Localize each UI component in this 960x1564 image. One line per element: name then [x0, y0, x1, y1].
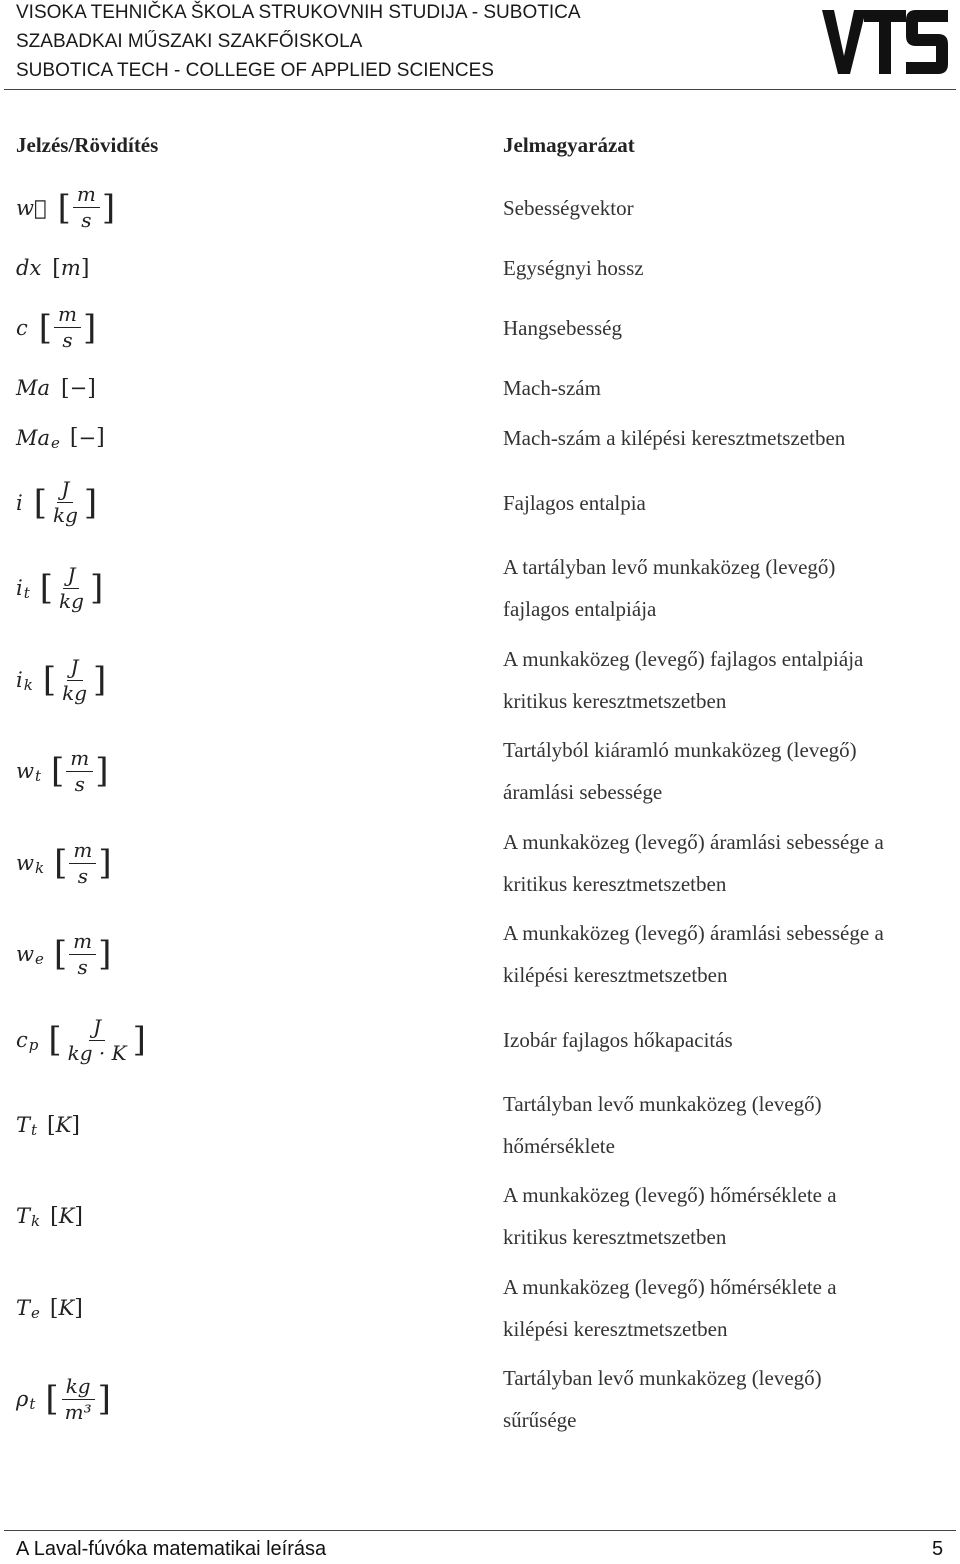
unit-denominator: kg [62, 680, 87, 705]
unit-numerator: kg [62, 1376, 95, 1400]
table-row [0, 248, 960, 288]
description [503, 185, 634, 230]
table-row [0, 731, 960, 811]
description-line-1: A munkaközeg (levegő) áramlási sebessége a [503, 921, 884, 945]
table-row [0, 182, 960, 232]
unit-fraction [49, 479, 82, 526]
description [503, 640, 863, 720]
symbol-subscript: t [34, 767, 42, 785]
column-header-symbol: Jelzés/Rövidítés [16, 133, 159, 157]
unit-value: K [55, 1113, 72, 1137]
description [503, 1268, 837, 1348]
symbol-subscript: e [31, 1304, 40, 1322]
unit-numerator: m [69, 840, 96, 864]
symbol-subscript: t [31, 1121, 38, 1139]
unit: [ K ] [50, 1203, 83, 1229]
symbol [16, 182, 116, 232]
symbol-base: T [16, 1113, 31, 1137]
unit-denominator: kg [59, 588, 84, 613]
table-row [0, 368, 960, 408]
footer-divider [4, 1530, 956, 1531]
description-line-2: sűrűsége [503, 1408, 577, 1432]
description-line-1: A munkaközeg (levegő) fajlagos entalpiája [503, 647, 864, 671]
description-line-1: Egységnyi hossz [503, 256, 644, 280]
description [503, 248, 644, 288]
description-line-1: Mach-szám [503, 376, 601, 400]
symbol-subscript: e [51, 433, 60, 452]
table-row [0, 1268, 960, 1348]
unit-numerator: J [89, 1017, 105, 1041]
symbol-base: T [16, 1204, 31, 1228]
description [503, 305, 622, 350]
table-row [0, 914, 960, 994]
symbol [16, 731, 109, 811]
footer-title: A Laval-fúvóka matematikai leírása [16, 1538, 327, 1560]
unit-denominator: s [74, 771, 85, 796]
symbol [16, 302, 97, 352]
symbol-subscript: k [34, 859, 45, 877]
unit-numerator: m [66, 748, 93, 772]
unit-denominator: m³ [64, 1399, 92, 1424]
description-line-2: kritikus keresztmetszetben [503, 1225, 727, 1249]
unit-denominator: s [77, 954, 88, 979]
description-line-1: A munkaközeg (levegő) hőmérséklete a [503, 1275, 837, 1299]
unit-fraction [64, 1014, 131, 1065]
unit: [ $\frac{kg}{\text{m³}}$ ] [45, 1373, 111, 1424]
table-row [0, 640, 960, 720]
symbol [16, 1176, 83, 1256]
symbol-base: dx [16, 256, 42, 280]
symbol-base: w [16, 942, 34, 966]
symbol [16, 1085, 80, 1165]
unit: [ − ] [61, 375, 96, 401]
unit-fraction [69, 837, 96, 888]
table-row [0, 475, 960, 530]
page-header [0, 0, 960, 90]
description-line-1: A munkaközeg (levegő) áramlási sebessége a [503, 830, 884, 854]
unit-value: − [78, 425, 97, 450]
unit-numerator: J [67, 657, 83, 681]
symbol-base: T [16, 1296, 31, 1320]
description-line-2: kritikus keresztmetszetben [503, 689, 727, 713]
vts-logo [820, 4, 950, 80]
symbol [16, 1268, 83, 1348]
description [503, 415, 845, 460]
unit-denominator: s [77, 863, 88, 888]
unit-fraction [66, 745, 93, 796]
unit-numerator: m [73, 184, 100, 208]
description [503, 368, 601, 408]
symbol-base: w [16, 851, 34, 875]
unit-denominator: s [62, 328, 73, 352]
symbol [16, 823, 112, 903]
table-row [0, 1359, 960, 1439]
unit-numerator: J [57, 479, 73, 503]
page-number: 5 [932, 1538, 944, 1560]
unit-fraction [69, 928, 96, 979]
description-line-1: Tartályból kiáramló munkaközeg (levegő) [503, 738, 857, 762]
table-row [0, 823, 960, 903]
school-name-hungarian: SZABADKAI MŰSZAKI SZAKFŐISKOLA [16, 31, 363, 52]
unit-value: K [58, 1204, 75, 1228]
description [503, 1359, 822, 1439]
table-row [0, 302, 960, 352]
description [503, 823, 884, 903]
symbol-base: c [16, 1028, 28, 1052]
description-line-2: hőmérséklete [503, 1134, 615, 1158]
symbol [16, 368, 96, 408]
description-line-1: Izobár fajlagos hőkapacitás [503, 1028, 733, 1052]
description-line-2: kilépési keresztmetszetben [503, 1317, 728, 1341]
symbol-base: w [16, 759, 34, 783]
description [503, 1176, 837, 1256]
unit: [ $\frac{m}{s}$ ] [57, 182, 116, 232]
unit: [ $\frac{J}{kg}$ ] [39, 562, 104, 613]
description [503, 1010, 733, 1070]
unit-value: m [60, 256, 81, 280]
symbol [16, 475, 97, 530]
description-line-1: Tartályban levő munkaközeg (levegő) [503, 1366, 822, 1390]
unit: [ K ] [49, 1295, 83, 1321]
unit-denominator: kg [52, 503, 78, 527]
column-header-meaning: Jelmagyarázat [503, 133, 635, 157]
description-line-1: A munkaközeg (levegő) hőmérséklete a [503, 1183, 837, 1207]
description [503, 475, 646, 530]
symbol-base: i [16, 668, 23, 692]
school-name-serbian: VISOKA TEHNIČKA ŠKOLA STRUKOVNIH STUDIJA - SUBOTICA [16, 2, 581, 23]
symbol-subscript: e [34, 950, 44, 968]
description-line-1: Tartályban levő munkaközeg (levegő) [503, 1092, 822, 1116]
description-line-2: áramlási sebessége [503, 780, 663, 804]
unit: [ $\frac{m}{s}$ ] [38, 302, 97, 352]
table-row [0, 1085, 960, 1165]
description [503, 1085, 822, 1165]
unit: [ K ] [47, 1112, 80, 1138]
unit-numerator: m [69, 931, 96, 955]
symbol [16, 1359, 111, 1439]
unit-fraction [55, 562, 88, 613]
description-line-2: kilépési keresztmetszetben [503, 963, 728, 987]
description [503, 914, 884, 994]
symbol [16, 1010, 146, 1070]
description [503, 731, 857, 811]
unit-numerator: m [54, 304, 81, 328]
description-line-1: Fajlagos entalpia [503, 490, 646, 515]
unit: [ − ] [69, 425, 105, 450]
unit-value: K [58, 1296, 75, 1320]
unit: [ $\frac{m}{s}$ ] [53, 928, 112, 979]
unit: [ $\frac{m}{s}$ ] [51, 745, 109, 796]
symbol-base: w⃗ [16, 195, 47, 220]
unit-denominator: s [81, 208, 92, 232]
description-line-2: kritikus keresztmetszetben [503, 872, 727, 896]
description-line-1: Hangsebesség [503, 315, 622, 340]
unit-fraction [58, 654, 91, 705]
symbol-subscript: t [23, 584, 30, 602]
unit-denominator: kg · K [67, 1040, 127, 1065]
unit: [ m ] [52, 255, 90, 281]
symbol-base: Ma [16, 376, 51, 400]
unit: [ $\frac{J}{kg}$ ] [42, 654, 107, 705]
header-divider [4, 89, 956, 90]
symbol-base: Ma [16, 425, 51, 450]
symbol [16, 548, 103, 628]
table-row [0, 1176, 960, 1256]
symbol-subscript: t [29, 1395, 36, 1413]
table-row [0, 1010, 960, 1070]
symbol-base: i [16, 576, 23, 600]
description-line-1: A tartályban levő munkaközeg (levegő) [503, 555, 836, 579]
description-line-1: Sebességvektor [503, 195, 634, 220]
symbol [16, 415, 105, 460]
symbol-subscript: p [28, 1036, 39, 1054]
table-row [0, 415, 960, 460]
symbol-subscript: k [31, 1212, 41, 1230]
symbol-base: i [16, 490, 23, 515]
unit: [ $\frac{m}{s}$ ] [54, 837, 112, 888]
description-line-2: fajlagos entalpiája [503, 597, 657, 621]
unit-fraction [54, 304, 81, 351]
description-line-1: Mach-szám a kilépési keresztmetszetben [503, 425, 846, 450]
symbol-subscript: k [23, 676, 33, 694]
table-row [0, 548, 960, 628]
symbol [16, 914, 111, 994]
unit-fraction [61, 1373, 96, 1424]
symbol [16, 248, 89, 288]
unit-fraction [73, 184, 100, 231]
unit: [ $\frac{J}{kg}$ ] [33, 477, 98, 527]
symbol-base: ρ [16, 1387, 29, 1411]
unit-value: − [69, 376, 88, 400]
symbol [16, 640, 106, 720]
symbol-base: c [16, 315, 28, 340]
school-name-english: SUBOTICA TECH - COLLEGE OF APPLIED SCIENCES [16, 60, 494, 81]
description [503, 548, 835, 628]
unit-numerator: J [63, 565, 79, 589]
unit: [ $\frac{J}{kg \cdot K}$ ] [48, 1014, 146, 1065]
